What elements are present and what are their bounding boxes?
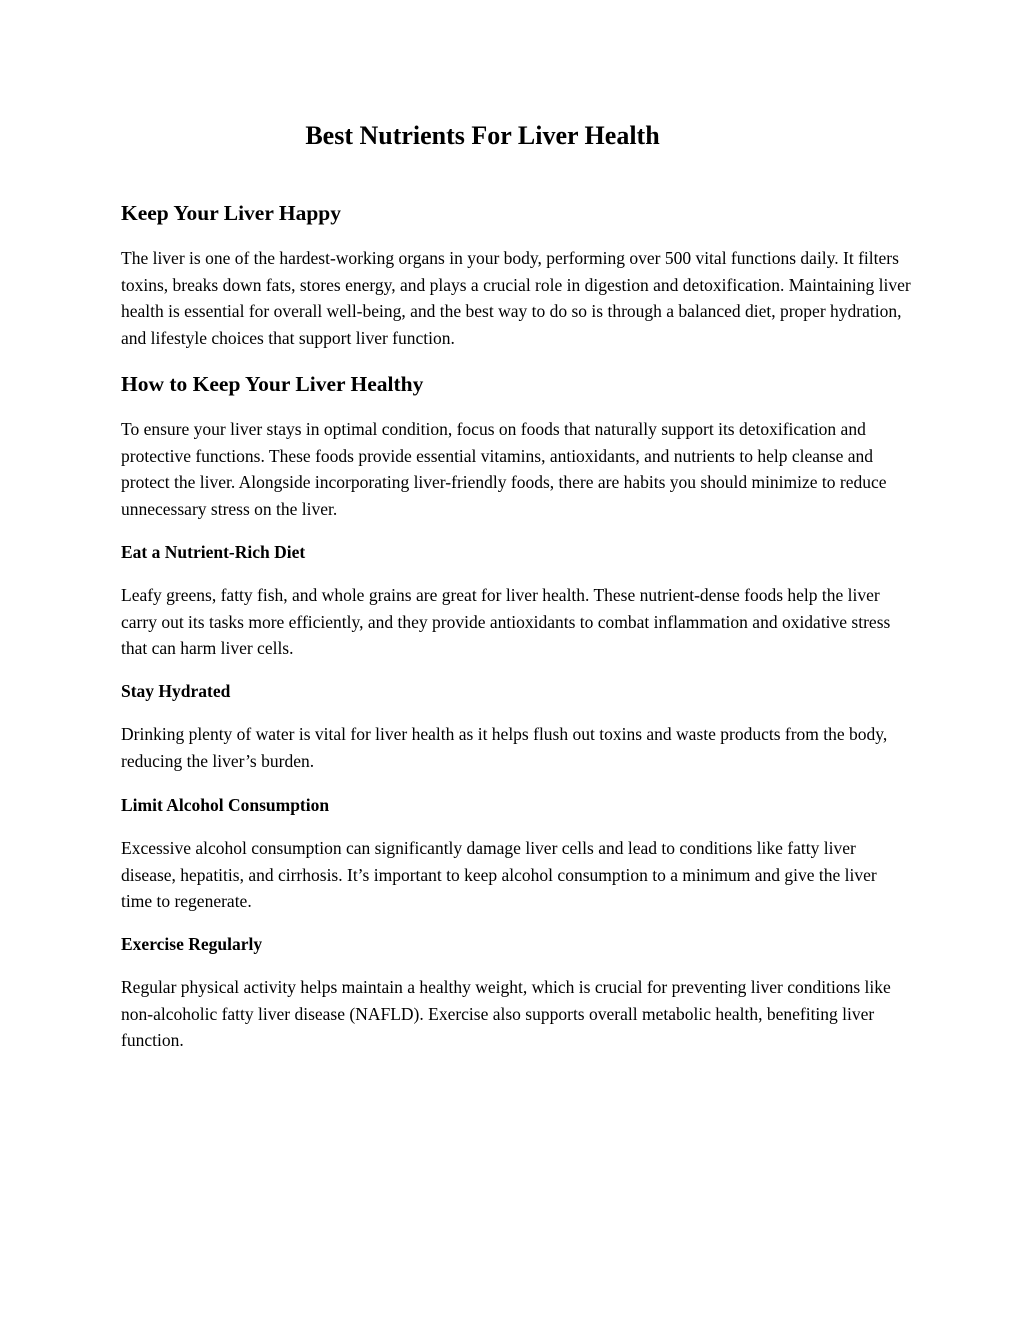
subsection-heading-exercise-regularly: Exercise Regularly xyxy=(121,934,263,954)
section-heading-keep-liver-happy: Keep Your Liver Happy xyxy=(121,201,341,225)
subsection-heading-stay-hydrated: Stay Hydrated xyxy=(121,681,231,701)
section-body-keep-liver-happy: The liver is one of the hardest-working organs in your body, performing over 500 vital functions daily. It filters toxins, breaks down fats, stores energy, and plays a crucial role in digestion and detoxification. Maintaining liver health is essential for overall well-being, and the best way to do so is through a balanced diet, proper hydration, and lifestyle choices that support liver function. xyxy=(121,248,911,348)
subsection-heading-limit-alcohol: Limit Alcohol Consumption xyxy=(121,795,330,815)
section-heading-keep-liver-healthy: How to Keep Your Liver Healthy xyxy=(121,372,424,396)
subsection-body-limit-alcohol: Excessive alcohol consumption can significantly damage liver cells and lead to conditions like fatty liver disease, hepatitis, and cirrhosis. It’s important to keep alcohol consumption to a minimum and give the liver time to regenerate. xyxy=(121,838,877,912)
subsection-body-exercise-regularly: Regular physical activity helps maintain a healthy weight, which is crucial for preventing liver conditions like non-alcoholic fatty liver disease (NAFLD). Exercise also supports overall metabolic health, benefiting liver function. xyxy=(121,977,891,1051)
page-title: Best Nutrients For Liver Health xyxy=(305,121,660,150)
subsection-heading-nutrient-rich-diet: Eat a Nutrient-Rich Diet xyxy=(121,542,306,562)
subsection-body-stay-hydrated: Drinking plenty of water is vital for liver health as it helps flush out toxins and waste products from the body, reducing the liver’s burden. xyxy=(121,724,888,771)
subsection-body-nutrient-rich-diet: Leafy greens, fatty fish, and whole grains are great for liver health. These nutrient-dense foods help the liver carry out its tasks more efficiently, and they provide antioxidants to combat inflammation and oxidative stress that can harm liver cells. xyxy=(121,585,891,659)
section-body-keep-liver-healthy: To ensure your liver stays in optimal condition, focus on foods that naturally support its detoxification and protective functions. These foods provide essential vitamins, antioxidants, and nutrients to help cleanse and protect the liver. Alongside incorporating liver-friendly foods, there are habits you should minimize to reduce unnecessary stress on the liver. xyxy=(121,419,887,519)
